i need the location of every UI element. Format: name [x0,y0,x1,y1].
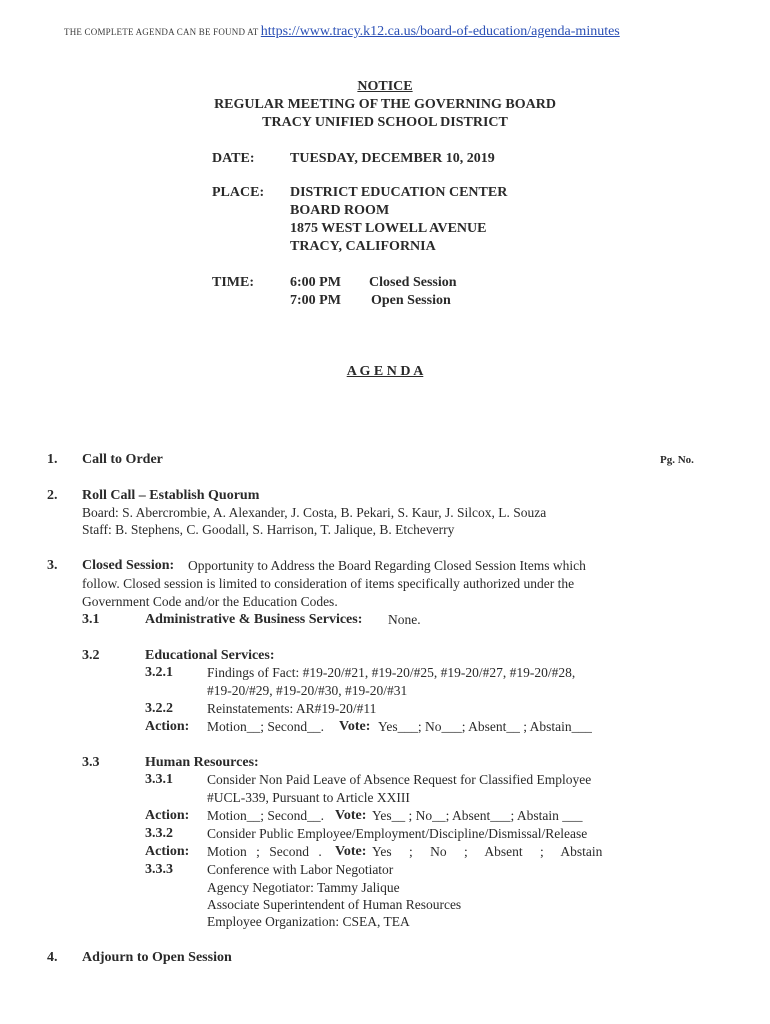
staff-members: Staff: B. Stephens, C. Goodall, S. Harrison, T. Jalique, B. Etcheverry [82,522,455,537]
notice-line-1: REGULAR MEETING OF THE GOVERNING BOARD [214,97,556,112]
agenda-link-line [64,24,620,40]
item-2-number: 2. [47,488,58,503]
item-3-3-1-vote: Yes__ ; No__; Absent___; Abstain ___ [372,808,583,823]
item-3-3-1-vote-label: Vote: [335,808,367,823]
item-3-desc-2: follow. Closed session is limited to consideration of items specifically authorized under the [82,576,575,591]
place-line-1: DISTRICT EDUCATION CENTER [290,185,508,200]
item-3-3-1-number: 3.3.1 [145,772,173,787]
item-1-number: 1. [47,452,58,467]
item-3-1-title: Administrative & Business Services: [145,612,363,627]
item-3-2-1-number: 3.2.1 [145,665,173,680]
closed-session-label: Closed Session [369,275,457,290]
agenda-link-prefix: THE COMPLETE AGENDA CAN BE FOUND AT [64,27,259,37]
open-session-time: 7:00 PM [290,293,341,308]
item-4-number: 4. [47,950,58,965]
item-3-3-2-action-label: Action: [145,844,190,859]
item-3-2-number: 3.2 [82,648,100,663]
item-3-3-2-number: 3.3.2 [145,826,173,841]
item-3-2-1-text-2: #19-20/#29, #19-20/#30, #19-20/#31 [207,683,408,698]
item-3-2-vote: Yes___; No___; Absent__ ; Abstain___ [378,719,592,734]
date-label: DATE: [212,151,255,166]
agenda-minutes-link[interactable]: https://www.tracy.k12.ca.us/board-of-education/agenda-minutes [260,24,620,39]
item-3-number: 3. [47,558,58,573]
item-3-2-vote-label: Vote: [339,719,371,734]
item-3-2-2-number: 3.2.2 [145,701,173,716]
place-line-3: 1875 WEST LOWELL AVENUE [290,221,487,236]
item-3-3-1-motion: Motion__; Second__. [207,808,324,823]
item-3-3-2-text: Consider Public Employee/Employment/Discipline/Dismissal/Release [207,826,588,841]
item-3-3-1-text-1: Consider Non Paid Leave of Absence Request for Classified Employee [207,772,592,787]
item-3-3-number: 3.3 [82,755,100,770]
item-2-title: Roll Call – Establish Quorum [82,488,260,503]
place-label: PLACE: [212,185,265,200]
item-3-3-3-text-4: Employee Organization: CSEA, TEA [207,914,410,929]
board-members: Board: S. Abercrombie, A. Alexander, J. Costa, B. Pekari, S. Kaur, J. Silcox, L. Souza [82,505,547,520]
item-3-1-value: None. [388,612,421,627]
item-1-title: Call to Order [82,452,163,467]
item-3-desc-3: Government Code and/or the Education Codes. [82,594,338,609]
item-3-3-3-text-2: Agency Negotiator: Tammy Jalique [207,880,400,895]
item-3-2-motion: Motion__; Second__. [207,719,324,734]
agenda-heading: A G E N D A [346,364,424,379]
item-3-3-2-vote-label: Vote: [335,844,367,859]
page-number-label: Pg. No. [660,454,694,466]
item-3-title: Closed Session: [82,558,175,573]
item-3-3-2-vote: Yes ; No ; Absent ; Abstain [372,844,603,859]
item-3-3-1-action-label: Action: [145,808,190,823]
item-3-3-1-text-2: #UCL-339, Pursuant to Article XXIII [207,790,410,805]
notice-title: NOTICE [357,79,413,94]
item-3-3-2-motion: Motion ; Second . [207,844,322,859]
item-3-2-2-text: Reinstatements: AR#19-20/#11 [207,701,377,716]
item-3-desc-1: Opportunity to Address the Board Regarding Closed Session Items which [188,558,586,573]
place-line-2: BOARD ROOM [290,203,390,218]
place-line-4: TRACY, CALIFORNIA [290,239,436,254]
item-4-title: Adjourn to Open Session [82,950,232,965]
closed-session-time: 6:00 PM [290,275,341,290]
open-session-label: Open Session [371,293,451,308]
notice-line-2: TRACY UNIFIED SCHOOL DISTRICT [262,115,508,130]
item-3-2-action-label: Action: [145,719,190,734]
item-3-2-title: Educational Services: [145,648,275,663]
item-3-3-title: Human Resources: [145,755,259,770]
item-3-1-number: 3.1 [82,612,100,627]
item-3-3-3-text-3: Associate Superintendent of Human Resources [207,897,462,912]
date-value: TUESDAY, DECEMBER 10, 2019 [290,151,495,166]
item-3-3-3-text-1: Conference with Labor Negotiator [207,862,394,877]
item-3-2-1-text-1: Findings of Fact: #19-20/#21, #19-20/#25, #19-20/#27, #19-20/#28, [207,665,576,680]
item-3-3-3-number: 3.3.3 [145,862,173,877]
time-label: TIME: [212,275,254,290]
